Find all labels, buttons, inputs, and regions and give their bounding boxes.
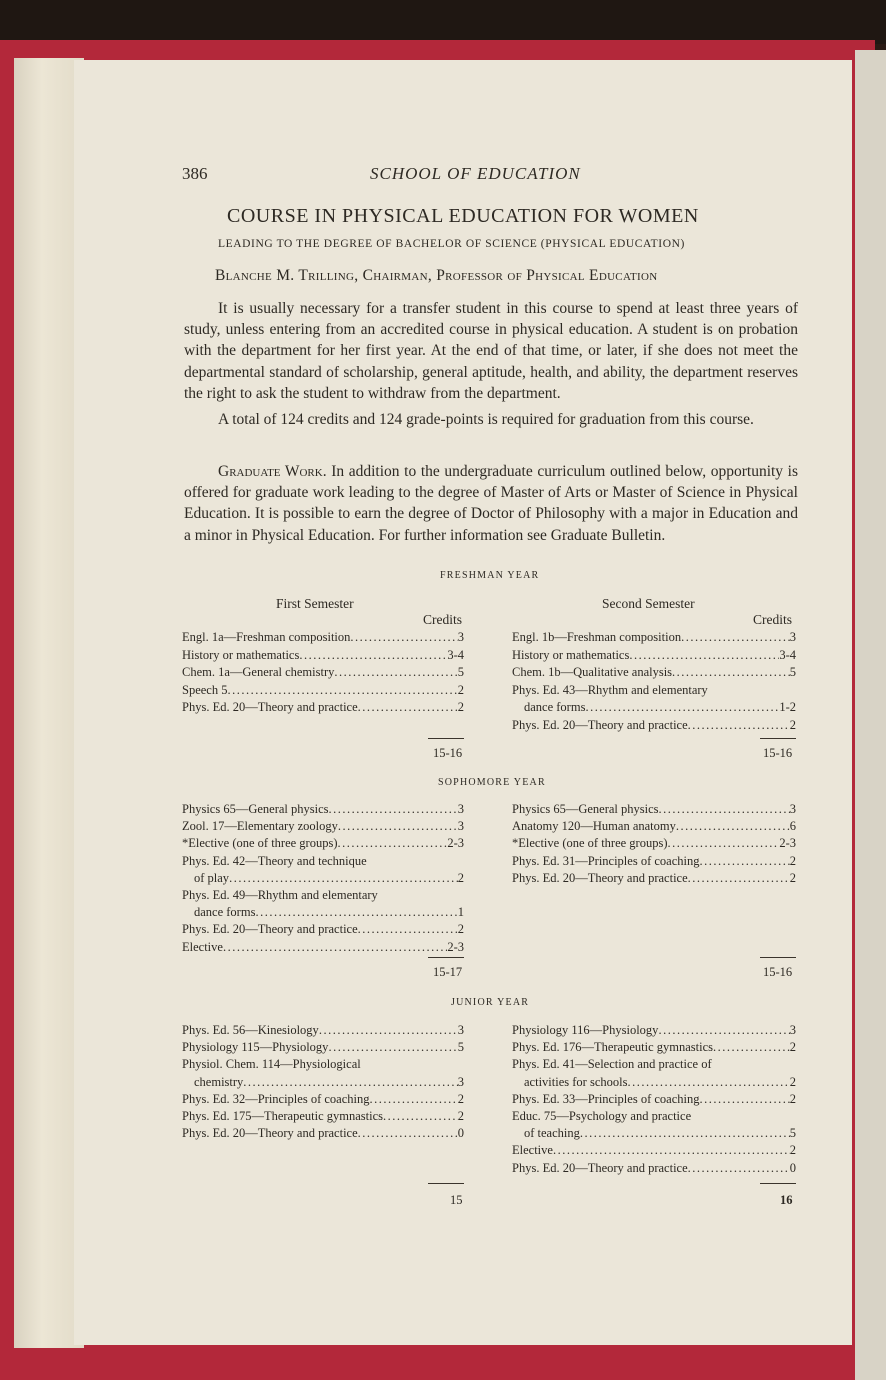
course-row xyxy=(182,922,464,937)
course-credits: 5 xyxy=(789,665,796,680)
course-row xyxy=(182,819,464,834)
course-row xyxy=(512,871,796,886)
course-title: Elective xyxy=(512,1143,553,1158)
course-row xyxy=(512,683,796,698)
course-title: History or mathematics xyxy=(182,647,300,662)
course-credits: 3 xyxy=(457,802,464,816)
dot-leader xyxy=(627,1075,789,1090)
sophomore-left-total: 15-17 xyxy=(433,965,463,979)
course-credits: 3-4 xyxy=(779,647,796,662)
course-title: History or mathematics xyxy=(512,647,630,662)
course-title: Educ. 75—Psychology and practice xyxy=(512,1109,692,1123)
course-row xyxy=(512,1109,796,1124)
course-row xyxy=(182,940,464,955)
course-row xyxy=(512,1057,796,1072)
course-row xyxy=(182,1109,464,1124)
course-credits: 3 xyxy=(789,630,796,644)
course-title: activities for schools xyxy=(524,1074,628,1089)
freshman-left-total-rule xyxy=(428,738,464,739)
course-row xyxy=(512,1040,796,1055)
course-credits: 2 xyxy=(457,922,464,937)
course-title: *Elective (one of three groups) xyxy=(512,836,668,851)
dot-leader xyxy=(338,819,458,834)
dot-leader xyxy=(659,802,790,817)
freshman-right-total: 15-16 xyxy=(763,746,793,760)
course-title: Physics 65—General physics xyxy=(182,802,329,816)
dot-leader xyxy=(672,665,790,680)
course-row xyxy=(182,1057,464,1072)
junior-left-total: 15 xyxy=(450,1193,463,1207)
dot-leader xyxy=(358,1126,458,1141)
course-title: dance forms xyxy=(524,700,586,715)
course-row xyxy=(182,836,464,851)
running-title: SCHOOL OF EDUCATION xyxy=(370,164,581,183)
course-row xyxy=(182,648,464,663)
course-row xyxy=(512,648,796,663)
course-title: Phys. Ed. 20—Theory and practice xyxy=(182,1126,358,1141)
course-row xyxy=(524,1075,796,1090)
course-title: Physiol. Chem. 114—Physiological xyxy=(182,1057,361,1072)
course-row xyxy=(524,700,796,715)
course-credits: 0 xyxy=(789,1160,796,1175)
course-credits: 2-3 xyxy=(447,836,464,851)
graduate-work-text: In addition to the undergraduate curriculum outlined below, opportunity is offered for graduate work leading to the degree of Master of Arts or Master of Science in Physical Education. It is possible to earn the degree of Doctor of Philosophy with a major in Education and a minor in Physical Education. For further information see Graduate Bulletin. xyxy=(184,463,799,544)
course-credits: 6 xyxy=(789,819,796,834)
course-row xyxy=(182,854,464,869)
course-title: chemistry xyxy=(194,1074,244,1089)
sophomore-left-total-rule xyxy=(428,957,464,958)
sophomore-year-heading: SOPHOMORE YEAR xyxy=(438,777,546,788)
credits-heading-left: Credits xyxy=(423,612,462,627)
sophomore-right-total-rule xyxy=(760,957,796,958)
course-credits: 5 xyxy=(457,1040,464,1055)
course-row xyxy=(512,802,796,817)
course-credits: 2 xyxy=(789,1074,796,1089)
course-row xyxy=(512,1161,796,1176)
course-row xyxy=(182,683,464,698)
course-title: of play xyxy=(194,870,230,885)
course-row xyxy=(182,888,464,903)
dot-leader xyxy=(553,1143,790,1158)
course-credits: 2 xyxy=(457,870,464,885)
course-title: Chem. 1a—General chemistry xyxy=(182,665,335,680)
course-credits: 3 xyxy=(789,802,796,816)
facing-page-edge xyxy=(855,50,886,1380)
dot-leader xyxy=(688,718,790,733)
course-credits: 3 xyxy=(457,1023,464,1037)
course-credits: 2 xyxy=(789,853,796,868)
dot-leader xyxy=(699,1092,789,1107)
dot-leader xyxy=(629,648,779,663)
course-row xyxy=(512,1023,796,1038)
course-title: Phys. Ed. 20—Theory and practice xyxy=(182,700,358,715)
credits-heading-right: Credits xyxy=(753,612,792,627)
junior-left-total-rule xyxy=(428,1183,464,1184)
dot-leader xyxy=(676,819,790,834)
dot-leader xyxy=(585,700,779,715)
course-title: Anatomy 120—Human anatomy xyxy=(512,819,676,834)
dot-leader xyxy=(299,648,447,663)
first-semester-heading: First Semester xyxy=(276,596,354,611)
course-title: Physics 65—General physics xyxy=(512,802,659,816)
dot-leader xyxy=(713,1040,790,1055)
course-credits: 5 xyxy=(789,1126,796,1141)
dot-leader xyxy=(334,665,457,680)
dot-leader xyxy=(243,1075,457,1090)
course-title: Phys. Ed. 175—Therapeutic gymnastics xyxy=(182,1109,384,1123)
freshman-left-total: 15-16 xyxy=(433,746,463,760)
course-title: Phys. Ed. 20—Theory and practice xyxy=(182,922,358,937)
dot-leader xyxy=(328,1040,457,1055)
course-row xyxy=(194,905,464,920)
dot-leader xyxy=(255,905,457,920)
course-credits: 3 xyxy=(789,1023,796,1037)
dot-leader xyxy=(369,1092,457,1107)
course-title: dance forms xyxy=(194,905,256,920)
dot-leader xyxy=(350,630,457,645)
dot-leader xyxy=(338,836,448,851)
course-title: Phys. Ed. 20—Theory and practice xyxy=(512,718,688,732)
page-title: COURSE IN PHYSICAL EDUCATION FOR WOMEN xyxy=(227,205,699,227)
dot-leader xyxy=(329,802,458,817)
course-row xyxy=(182,1040,464,1055)
course-title: Engl. 1b—Freshman composition xyxy=(512,630,682,644)
dot-leader xyxy=(358,700,458,715)
course-credits: 2 xyxy=(789,718,796,732)
course-row xyxy=(512,1143,796,1158)
course-title: Phys. Ed. 20—Theory and practice xyxy=(512,1160,688,1175)
course-credits: 3 xyxy=(457,630,464,644)
course-title: Zool. 17—Elementary zoology xyxy=(182,819,338,834)
course-title: Engl. 1a—Freshman composition xyxy=(182,630,351,644)
freshman-year-heading: FRESHMAN YEAR xyxy=(440,570,540,581)
course-title: of teaching xyxy=(524,1126,580,1141)
graduate-work-paragraph xyxy=(184,461,798,546)
course-row xyxy=(524,1126,796,1141)
course-row xyxy=(182,630,464,645)
course-title: Chem. 1b—Qualitative analysis xyxy=(512,665,673,680)
course-title: Phys. Ed. 32—Principles of coaching xyxy=(182,1091,370,1106)
dot-leader xyxy=(658,1023,789,1038)
course-row xyxy=(512,836,796,851)
course-credits: 2-3 xyxy=(779,836,796,851)
second-semester-heading: Second Semester xyxy=(602,596,695,611)
dot-leader xyxy=(319,1023,458,1038)
course-title: Phys. Ed. 41—Selection and practice of xyxy=(512,1057,712,1072)
course-credits: 2 xyxy=(789,1040,796,1055)
course-credits: 2 xyxy=(789,1143,796,1158)
course-row xyxy=(182,1092,464,1107)
dot-leader xyxy=(223,940,447,955)
course-row xyxy=(512,630,796,645)
credits-paragraph: A total of 124 credits and 124 grade-points is required for graduation from this course. xyxy=(218,411,754,428)
course-credits: 2 xyxy=(457,1091,464,1106)
dot-leader xyxy=(383,1109,458,1124)
course-row xyxy=(512,1092,796,1107)
course-credits: 2 xyxy=(789,870,796,885)
dot-leader xyxy=(668,836,780,851)
course-row xyxy=(512,665,796,680)
course-title: Phys. Ed. 49—Rhythm and elementary xyxy=(182,888,378,902)
course-row xyxy=(182,1126,464,1141)
course-credits: 2-3 xyxy=(447,939,464,954)
page-number: 386 xyxy=(182,164,208,183)
course-credits: 0 xyxy=(457,1126,464,1141)
junior-right-total: 16 xyxy=(780,1193,793,1207)
course-title: Elective xyxy=(182,939,223,954)
course-title: Phys. Ed. 42—Theory and technique xyxy=(182,853,367,868)
course-row xyxy=(182,802,464,817)
junior-right-total-rule xyxy=(760,1183,796,1184)
course-title: Phys. Ed. 33—Principles of coaching xyxy=(512,1091,700,1106)
course-title: Phys. Ed. 31—Principles of coaching xyxy=(512,853,700,868)
dot-leader xyxy=(227,683,457,698)
course-title: Physiology 116—Physiology xyxy=(512,1023,659,1037)
degree-subtitle: LEADING TO THE DEGREE OF BACHELOR OF SCIENCE (PHYSICAL EDUCATION) xyxy=(218,238,685,250)
course-credits: 3 xyxy=(457,1074,464,1089)
dot-leader xyxy=(699,854,789,869)
course-credits: 3-4 xyxy=(447,647,464,662)
course-row xyxy=(182,1023,464,1038)
dot-leader xyxy=(688,871,790,886)
freshman-right-total-rule xyxy=(760,738,796,739)
course-credits: 3 xyxy=(457,819,464,834)
graduate-work-lead: Graduate Work. xyxy=(218,463,327,480)
sophomore-right-total: 15-16 xyxy=(763,965,793,979)
course-credits: 5 xyxy=(457,665,464,680)
course-row xyxy=(182,665,464,680)
course-title: Phys. Ed. 20—Theory and practice xyxy=(512,870,688,885)
intro-paragraph: It is usually necessary for a transfer student in this course to spend at least three years of study, unless entering from an accredited course in physical education. A student is on probation with the department for her first year. At the end of that time, or later, if she does not meet the departmental standard of scholarship, general aptitude, health, and ability, the department reserves the right to ask the student to withdraw from the department. xyxy=(184,300,798,402)
course-credits: 2 xyxy=(457,700,464,715)
course-row xyxy=(512,819,796,834)
course-title: Phys. Ed. 56—Kinesiology xyxy=(182,1023,319,1037)
course-title: Phys. Ed. 176—Therapeutic gymnastics xyxy=(512,1040,714,1055)
chairman-line: Blanche M. Trilling, Chairman, Professor of Physical Education xyxy=(215,267,658,284)
dot-leader xyxy=(681,630,790,645)
dot-leader xyxy=(229,871,458,886)
course-title: *Elective (one of three groups) xyxy=(182,836,338,851)
course-title: Speech 5 xyxy=(182,682,228,697)
dot-leader xyxy=(688,1161,790,1176)
course-credits: 2 xyxy=(457,1109,464,1123)
book-spine-top xyxy=(0,0,886,44)
course-credits: 2 xyxy=(457,682,464,697)
course-credits: 1 xyxy=(457,905,464,920)
course-credits: 1-2 xyxy=(779,700,796,715)
course-row xyxy=(182,700,464,715)
course-row xyxy=(194,1075,464,1090)
course-title: Phys. Ed. 43—Rhythm and elementary xyxy=(512,682,708,697)
junior-year-heading: JUNIOR YEAR xyxy=(451,997,530,1008)
course-credits: 2 xyxy=(789,1091,796,1106)
dot-leader xyxy=(358,922,458,937)
course-title: Physiology 115—Physiology xyxy=(182,1040,329,1055)
course-row xyxy=(512,718,796,733)
course-row xyxy=(512,854,796,869)
course-row xyxy=(194,871,464,886)
dot-leader xyxy=(580,1126,790,1141)
